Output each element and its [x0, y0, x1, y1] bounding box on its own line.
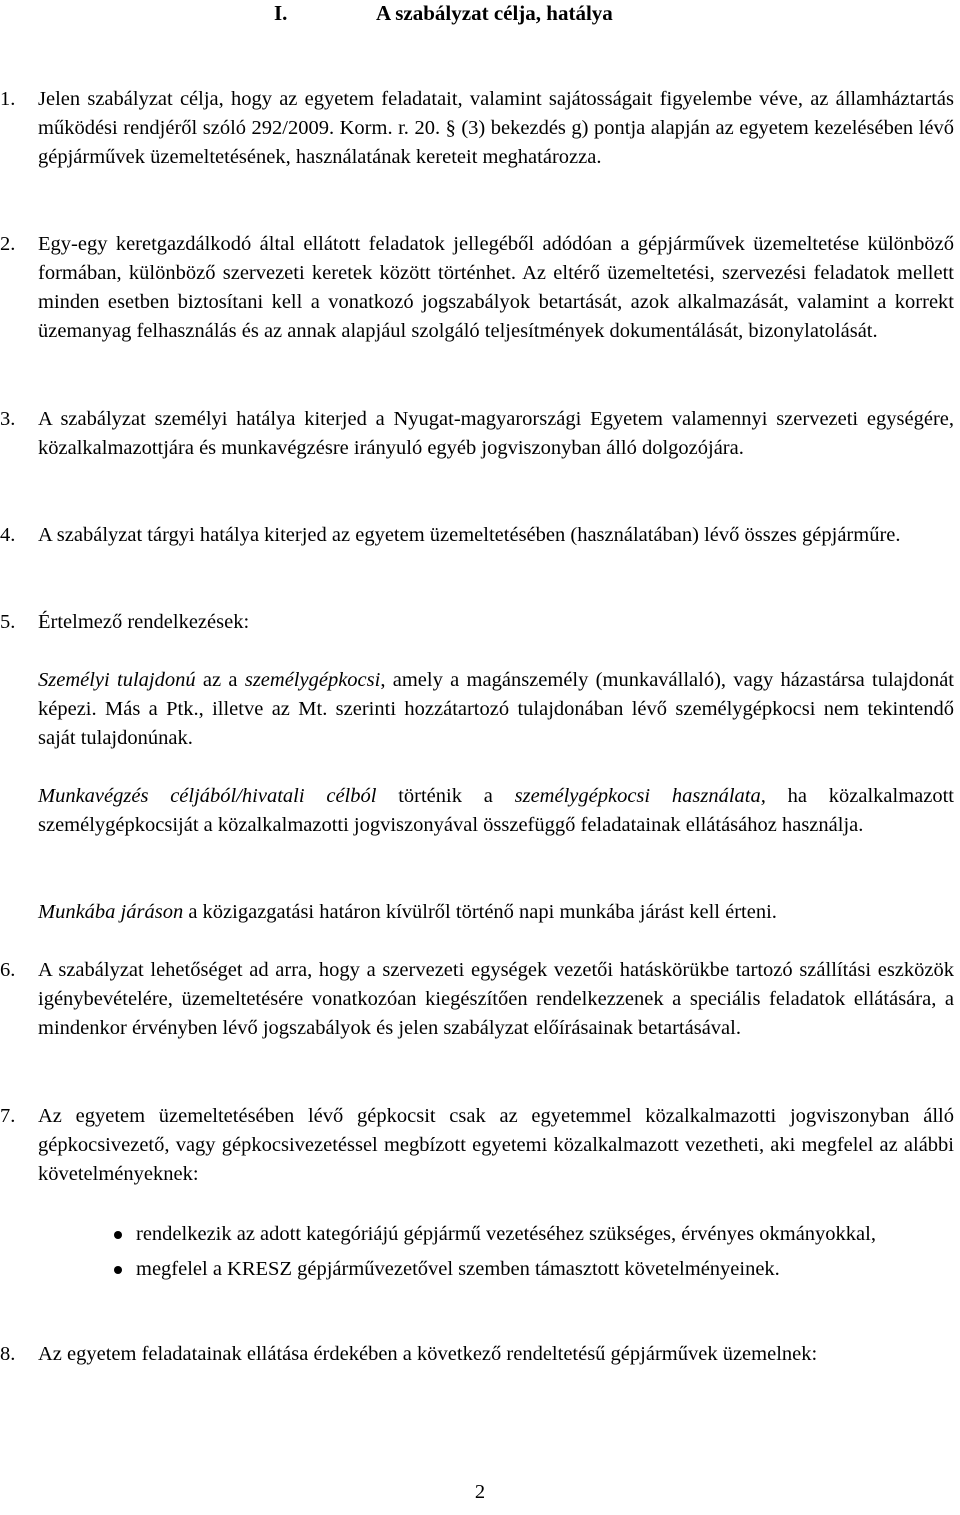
item-text: Egy-egy keretgazdálkodó által ellátott feladatok jellegéből adódóan a gépjárművek üzemeltetése különböző formában, különböző szervezeti keretek között történhet. Az eltérő üzemeltetési, szervezési feladatok mellett minden esetben biztosítani kell a vonatkozó jogszabályok betartását, azok alkalmazását, valamint a korrekt üzemanyag felhasználás és az annak alapjául szolgáló teljesítmények dokumentálását, bizonylatolását.: [38, 233, 954, 342]
bullet-text: rendelkezik az adott kategóriájú gépjármű vezetéséhez szükséges, érvényes okmányokkal,: [136, 1223, 876, 1245]
requirements-list: [38, 1220, 954, 1290]
item-number: 2.: [0, 233, 16, 255]
section-heading: [0, 0, 960, 30]
definition-text: ha közalkalmazott személygépkocsiját a közalkalmazotti jogviszonyával összefüggő feladatainak ellátásához használja.: [38, 785, 954, 836]
item-number: 4.: [0, 524, 16, 546]
definition-official-use: [38, 782, 954, 840]
bullet-icon: [114, 1266, 122, 1274]
item-text: Értelmező rendelkezések:: [38, 611, 250, 633]
item-text: A szabályzat lehetőséget ad arra, hogy a szervezeti egységek vezetői hatáskörükbe tartozó szállítási eszközök igénybevételére, üzemeltetésére vonatkozóan kiegészítően rendelkezzenek a speciális feladatok ellátására, a mindenkor érvényben lévő jogszabályok és jelen szabályzat előírásainak betartásával.: [38, 959, 954, 1039]
definition-text: , amely a magánszemély (munkavállaló), vagy házastársa tulajdonát képezi. Más a Ptk., illetve az Mt. szerinti hozzátartozó tulajdonában lévő személygépkocsi nem tekintendő saját tulajdonúnak.: [38, 669, 955, 749]
item-number: 1.: [0, 88, 16, 110]
definition-personal-car: [38, 666, 954, 753]
list-item-2: [0, 230, 960, 346]
definition-term: Személyi tulajdonú: [38, 669, 196, 691]
list-item-6: [0, 956, 960, 1043]
item-text: Az egyetem üzemeltetésében lévő gépkocsit csak az egyetemmel közalkalmazotti jogviszonyban álló gépkocsivezető, vagy gépkocsivezetéssel megbízott egyetemi közalkalmazott vezetheti, aki megfelel az alábbi követelményeknek:: [38, 1105, 954, 1185]
definition-term: Munkavégzés céljából/hivatali célból: [38, 785, 377, 807]
list-item: [38, 1255, 954, 1284]
definition-term: Munkába járáson: [38, 901, 184, 923]
bullet-text: megfelel a KRESZ gépjárművezetővel szemben támasztott követelményeinek.: [136, 1258, 780, 1280]
bullet-icon: [114, 1231, 122, 1239]
item-text: A szabályzat tárgyi hatálya kiterjed az egyetem üzemeltetésében (használatában) lévő összes gépjárműre.: [38, 524, 901, 546]
definition-term: személygépkocsi: [244, 669, 381, 691]
list-item-7: [0, 1102, 960, 1189]
list-item-5: [0, 608, 960, 637]
list-item-8: [0, 1340, 960, 1369]
list-item-3: [0, 405, 960, 463]
list-item-4: [0, 521, 960, 550]
list-item-1: [0, 85, 960, 172]
item-number: 8.: [0, 1343, 16, 1365]
item-number: 5.: [0, 611, 16, 633]
definition-text: a közigazgatási határon kívülről történő napi munkába járást kell érteni.: [183, 901, 777, 923]
item-number: 6.: [0, 959, 16, 981]
item-text: Az egyetem feladatainak ellátása érdekében a következő rendeltetésű gépjárművek üzemelnek:: [38, 1343, 818, 1365]
definition-connector: történik a: [376, 785, 515, 807]
definition-commuting: [38, 898, 954, 927]
item-text: A szabályzat személyi hatálya kiterjed a Nyugat-magyarországi Egyetem valamennyi szervezeti egységére, közalkalmazottjára és munkavégzésre irányuló egyéb jogviszonyban álló dolgozójára.: [38, 408, 954, 459]
definition-term: személygépkocsi használata,: [514, 785, 766, 807]
item-number: 3.: [0, 408, 16, 430]
definition-connector: az a: [195, 669, 245, 691]
section-number: I.: [274, 1, 288, 25]
item-text: Jelen szabályzat célja, hogy az egyetem feladatait, valamint sajátosságait figyelembe véve, az államháztartás működési rendjéről szóló 292/2009. Korm. r. 20. § (3) bekezdés g) pontja alapján az egyetem kezelésében lévő gépjárművek üzemeltetésének, használatának kereteit meghatározza.: [38, 88, 954, 168]
page-number: 2: [474, 1481, 486, 1503]
section-title: A szabályzat célja, hatálya: [376, 1, 613, 25]
list-item: [38, 1220, 954, 1249]
item-number: 7.: [0, 1105, 16, 1127]
